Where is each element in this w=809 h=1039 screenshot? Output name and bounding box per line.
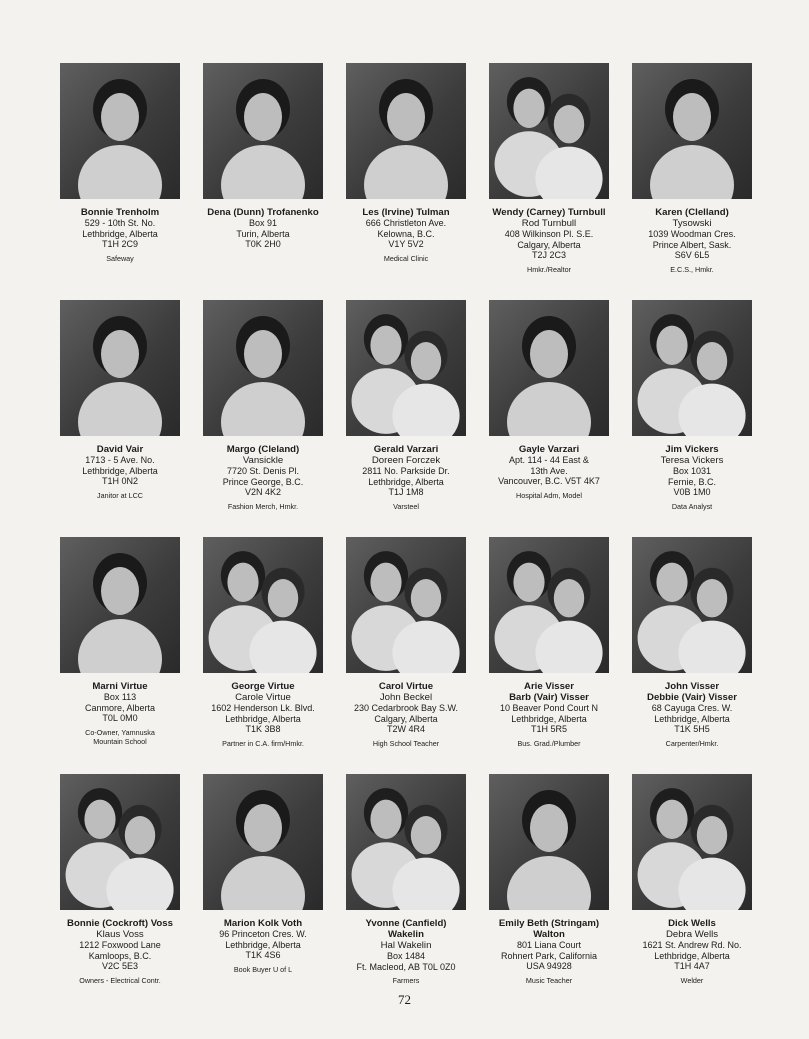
occupation bbox=[336, 254, 476, 263]
address-line: T1K 4S6 bbox=[245, 950, 281, 960]
address-line: 68 Cayuga Cres. W. bbox=[651, 703, 733, 713]
occupation bbox=[193, 965, 333, 974]
occupation-line: Book Buyer U of L bbox=[233, 964, 293, 974]
occupation-line: Carpenter/Hmkr. bbox=[665, 738, 719, 748]
address-line: Turin, Alberta bbox=[236, 228, 290, 239]
occupation-line: Medical Clinic bbox=[383, 253, 429, 263]
occupation-line: Partner in C.A. firm/Hmkr. bbox=[222, 738, 304, 748]
address-line: 7720 St. Denis Pl. bbox=[226, 466, 300, 476]
portrait-photo bbox=[60, 774, 180, 910]
person-name: John Visser bbox=[664, 681, 720, 692]
person-name: Bonnie Trenholm bbox=[80, 207, 160, 218]
address-line: Canmore, Alberta bbox=[84, 702, 156, 713]
address-line: T2J 2C3 bbox=[531, 250, 566, 260]
entry-info bbox=[479, 681, 619, 748]
address-line: USA 94928 bbox=[526, 961, 572, 971]
address-line: Fernie, B.C. bbox=[667, 476, 716, 487]
address-line: V2C 5E3 bbox=[101, 961, 139, 971]
portrait-photo bbox=[632, 300, 752, 436]
address-line: 666 Christleton Ave. bbox=[365, 218, 447, 228]
entry-info bbox=[622, 681, 762, 748]
address-line: 10 Beaver Pond Court N bbox=[499, 703, 599, 713]
address-line: T2W 4R4 bbox=[386, 724, 425, 734]
entry-info bbox=[622, 444, 762, 511]
occupation bbox=[479, 739, 619, 748]
portrait-photo bbox=[489, 537, 609, 673]
page-number: 72 bbox=[398, 992, 411, 1007]
occupation-line: Data Analyst bbox=[671, 501, 713, 511]
portrait-photo bbox=[203, 300, 323, 436]
address-line: Lethbridge, Alberta bbox=[368, 476, 444, 487]
occupation bbox=[622, 976, 762, 985]
person-name: Karen (Clelland) bbox=[655, 207, 729, 218]
spouse-name: Teresa Vickers bbox=[660, 455, 724, 466]
entry-info bbox=[50, 681, 190, 746]
occupation bbox=[50, 491, 190, 500]
occupation-line: Janitor at LCC bbox=[97, 490, 143, 500]
occupation bbox=[193, 739, 333, 748]
person-name: Dena (Dunn) Trofanenko bbox=[207, 207, 319, 218]
portrait-photo bbox=[203, 63, 323, 199]
entry-info bbox=[193, 918, 333, 974]
address-line: T1K 5H5 bbox=[674, 724, 710, 734]
entry-info bbox=[193, 681, 333, 748]
entry-info bbox=[50, 918, 190, 985]
address-line: T0L 0M0 bbox=[102, 713, 138, 723]
spouse-name: Walton bbox=[533, 929, 565, 940]
portrait-photo bbox=[60, 300, 180, 436]
address-line: Lethbridge, Alberta bbox=[225, 713, 301, 724]
occupation bbox=[50, 728, 190, 746]
address-line: Box 113 bbox=[103, 692, 137, 702]
portrait-photo bbox=[60, 63, 180, 199]
person-name: Les (Irvine) Tulman bbox=[362, 207, 450, 218]
portrait-photo bbox=[489, 774, 609, 910]
address-line: Lethbridge, Alberta bbox=[82, 228, 158, 239]
occupation bbox=[336, 739, 476, 748]
spouse-name: Debbie (Vair) Visser bbox=[647, 692, 737, 703]
portrait-photo bbox=[60, 537, 180, 673]
occupation-line: Music Teacher bbox=[525, 975, 573, 985]
entry-info bbox=[336, 444, 476, 511]
portrait-photo bbox=[632, 63, 752, 199]
portrait-photo bbox=[346, 63, 466, 199]
occupation-line: Welder bbox=[680, 975, 704, 985]
occupation bbox=[622, 265, 762, 274]
entry-info bbox=[193, 444, 333, 511]
address-line: 1602 Henderson Lk. Blvd. bbox=[211, 703, 315, 713]
occupation bbox=[622, 739, 762, 748]
occupation bbox=[50, 976, 190, 985]
address-line: Box 1484 bbox=[386, 951, 426, 961]
portrait-photo bbox=[203, 774, 323, 910]
portrait-photo bbox=[346, 774, 466, 910]
portrait-photo bbox=[489, 63, 609, 199]
entry-info bbox=[479, 207, 619, 274]
address-line: V0B 1M0 bbox=[673, 487, 711, 497]
occupation-line: Mountain School bbox=[93, 736, 147, 746]
address-line: Rohnert Park, California bbox=[500, 950, 598, 961]
address-line: T1H 2C9 bbox=[101, 239, 138, 249]
portrait-photo bbox=[203, 537, 323, 673]
spouse-name: Vansickle bbox=[242, 455, 284, 466]
spouse-name: Doreen Forczek bbox=[371, 455, 441, 466]
portrait-photo bbox=[489, 300, 609, 436]
occupation bbox=[622, 502, 762, 511]
spouse-name: Debra Wells bbox=[665, 929, 719, 940]
occupation-line: Farmers bbox=[392, 976, 420, 985]
address-line: T1H 5R5 bbox=[530, 724, 567, 734]
address-line: Vancouver, B.C. V5T 4K7 bbox=[498, 476, 600, 486]
occupation-line: Bus. Grad./Plumber bbox=[517, 738, 581, 748]
address-line: Lethbridge, Alberta bbox=[654, 950, 730, 961]
address-line: Prince Albert, Sask. bbox=[652, 239, 732, 250]
occupation-line: Varsteel bbox=[393, 501, 419, 511]
occupation bbox=[193, 502, 333, 511]
occupation bbox=[479, 265, 619, 274]
occupation bbox=[479, 976, 619, 985]
entry-info bbox=[622, 918, 762, 985]
person-name: Dick Wells bbox=[668, 918, 716, 929]
occupation-line: High School Teacher bbox=[372, 738, 440, 748]
address-line: Lethbridge, Alberta bbox=[82, 465, 158, 476]
address-line: Calgary, Alberta bbox=[374, 713, 438, 724]
address-line: 801 Liana Court bbox=[516, 940, 582, 950]
occupation-line: E.C.S., Hmkr. bbox=[670, 264, 714, 274]
address-line: T0K 2H0 bbox=[245, 239, 281, 249]
person-name: Carol Virtue bbox=[378, 681, 434, 692]
address-line: 1621 St. Andrew Rd. No. bbox=[642, 940, 742, 950]
spouse-name: Klaus Voss bbox=[96, 929, 144, 940]
address-line: Apt. 114 - 44 East & bbox=[509, 455, 589, 465]
occupation-line: Fashion Merch, Hmkr. bbox=[227, 501, 299, 511]
person-name: Marni Virtue bbox=[92, 681, 148, 692]
person-name: Wendy (Carney) Turnbull bbox=[492, 207, 606, 218]
person-name: Margo (Cleland) bbox=[226, 444, 300, 455]
occupation-line: Hmkr./Realtor bbox=[527, 264, 571, 274]
address-line: 1039 Woodman Cres. bbox=[648, 229, 736, 239]
address-line: V2N 4K2 bbox=[244, 487, 282, 497]
spouse-name: Rod Turnbull bbox=[521, 218, 577, 229]
entry-info bbox=[336, 207, 476, 263]
entry-info bbox=[336, 918, 476, 985]
address-line: 408 Wilkinson Pl. S.E. bbox=[504, 229, 594, 239]
address-line: T1H 4A7 bbox=[674, 961, 710, 971]
person-name: Yvonne (Canfield) bbox=[365, 918, 447, 929]
address-line: T1K 3B8 bbox=[245, 724, 281, 734]
address-line: 1212 Foxwood Lane bbox=[79, 940, 161, 950]
address-line: 13th Ave. bbox=[530, 465, 568, 476]
address-line: Calgary, Alberta bbox=[517, 239, 581, 250]
person-name: Bonnie (Cockroft) Voss bbox=[67, 918, 173, 929]
portrait-photo bbox=[632, 774, 752, 910]
occupation bbox=[50, 254, 190, 263]
address-line: V1Y 5V2 bbox=[388, 239, 424, 249]
portrait-photo bbox=[632, 537, 752, 673]
spouse-name-secondary: Hal Wakelin bbox=[380, 940, 432, 951]
entry-info bbox=[479, 444, 619, 500]
entry-info bbox=[336, 681, 476, 748]
address-line: Lethbridge, Alberta bbox=[225, 939, 301, 950]
portrait-photo bbox=[346, 537, 466, 673]
address-line: 1713 - 5 Ave. No. bbox=[85, 455, 155, 465]
person-name: Gerald Varzari bbox=[373, 444, 439, 455]
address-line: Lethbridge, Alberta bbox=[654, 713, 730, 724]
person-name: Marion Kolk Voth bbox=[223, 918, 303, 929]
address-line: 2811 No. Parkside Dr. bbox=[362, 466, 450, 476]
spouse-name: Tysowski bbox=[672, 218, 712, 229]
spouse-name: Barb (Vair) Visser bbox=[509, 692, 589, 703]
person-name: Gayle Varzari bbox=[518, 444, 580, 455]
address-line: Kamloops, B.C. bbox=[88, 950, 152, 961]
person-name: Arie Visser bbox=[524, 681, 574, 692]
address-line: Ft. Macleod, AB T0L 0Z0 bbox=[356, 961, 456, 972]
address-line: Kelowna, B.C. bbox=[377, 228, 435, 239]
spouse-name: Carole Virtue bbox=[235, 692, 291, 703]
address-line: Box 1031 bbox=[672, 466, 712, 476]
occupation bbox=[336, 976, 476, 985]
occupation-line: Safeway bbox=[106, 253, 134, 263]
person-name: George Virtue bbox=[231, 681, 295, 692]
address-line: 529 - 10th St. No. bbox=[84, 218, 156, 228]
entry-info bbox=[193, 207, 333, 250]
address-line: Lethbridge, Alberta bbox=[511, 713, 587, 724]
person-name: David Vair bbox=[96, 444, 144, 455]
person-name: Jim Vickers bbox=[665, 444, 719, 455]
occupation-line: Co-Owner, Yamnuska bbox=[85, 727, 155, 737]
entry-info bbox=[50, 207, 190, 263]
address-line: Box 91 bbox=[248, 218, 278, 228]
address-line: 230 Cedarbrook Bay S.W. bbox=[353, 703, 459, 713]
occupation bbox=[479, 491, 619, 500]
person-name: Emily Beth (Stringam) bbox=[498, 918, 600, 929]
occupation-line: Owners - Electrical Contr. bbox=[79, 975, 161, 985]
entry-info bbox=[622, 207, 762, 274]
spouse-name: Wakelin bbox=[388, 929, 424, 940]
address-line: T1H 0N2 bbox=[101, 476, 138, 486]
address-line: S6V 6L5 bbox=[674, 250, 710, 260]
address-line: Prince George, B.C. bbox=[222, 476, 304, 487]
entry-info bbox=[50, 444, 190, 500]
portrait-photo bbox=[346, 300, 466, 436]
entry-info bbox=[479, 918, 619, 985]
address-line: T1J 1M8 bbox=[388, 487, 424, 497]
address-line: 96 Princeton Cres. W. bbox=[219, 929, 307, 939]
spouse-name: John Beckel bbox=[379, 692, 433, 703]
occupation bbox=[336, 502, 476, 511]
occupation-line: Hospital Adm, Model bbox=[516, 490, 582, 500]
